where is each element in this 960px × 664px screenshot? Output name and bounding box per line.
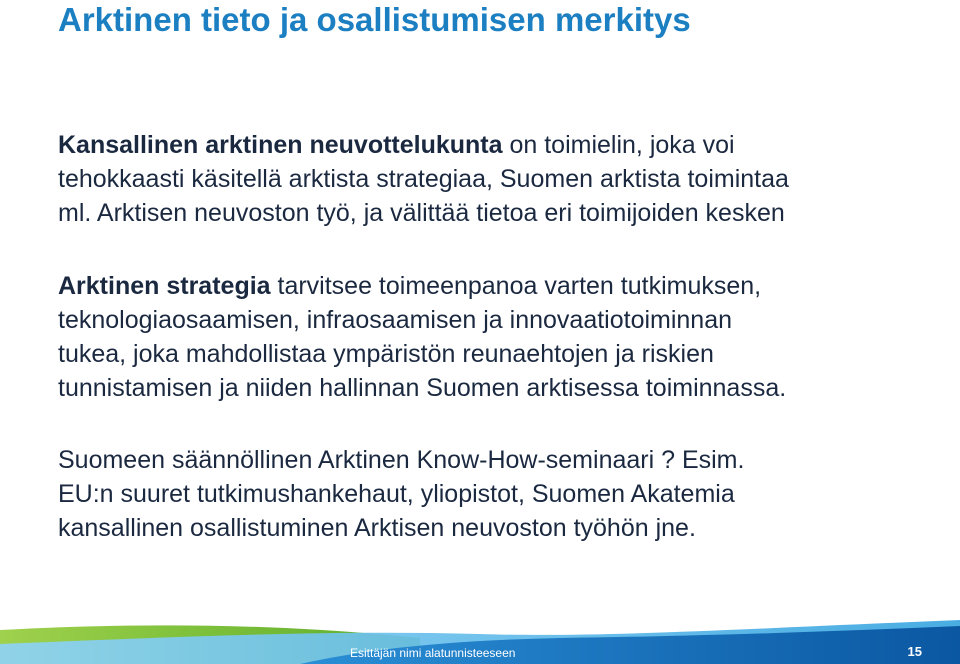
paragraph-line: Suomeen säännöllinen Arktinen Know-How-seminaari ? Esim. xyxy=(58,446,745,474)
text-span: on toimielin, joka voi xyxy=(502,131,735,159)
paragraph-line: ml. Arktisen neuvoston työ, ja välittää tietoa eri toimijoiden kesken xyxy=(58,199,785,227)
paragraph-arctic-strategy xyxy=(58,269,928,405)
paragraph-line: teknologiaosaamisen, infraosaamisen ja innovaatiotoiminnan xyxy=(58,306,733,334)
bold-term: Kansallinen arktinen neuvottelukunta xyxy=(58,131,503,159)
paragraph-advisory-board xyxy=(58,128,928,230)
paragraph-line: EU:n suuret tutkimushankehaut, yliopistot, Suomen Akatemia xyxy=(58,480,735,508)
bold-term: Arktinen strategia xyxy=(58,272,271,300)
footer-presenter-name: Esittäjän nimi alatunnisteeseen xyxy=(350,646,516,660)
text-span: tarvitsee toimeenpanoa varten tutkimuksen, xyxy=(270,272,762,300)
paragraph-seminar xyxy=(58,443,928,545)
paragraph-line: tukea, joka mahdollistaa ympäristön reunaehtojen ja riskien xyxy=(58,340,714,368)
paragraph-line: tehokkaasti käsitellä arktista strategiaa, Suomen arktista toimintaa xyxy=(58,165,789,193)
slide-title: Arktinen tieto ja osallistumisen merkitys xyxy=(58,1,691,38)
paragraph-line: tunnistamisen ja niiden hallinnan Suomen arktisessa toiminnassa. xyxy=(58,374,787,402)
paragraph-line xyxy=(58,269,928,303)
paragraph-line: kansallinen osallistuminen Arktisen neuvoston työhön jne. xyxy=(58,514,696,542)
footer-band xyxy=(0,616,960,664)
paragraph-line xyxy=(58,128,928,162)
page-number: 15 xyxy=(907,644,922,659)
